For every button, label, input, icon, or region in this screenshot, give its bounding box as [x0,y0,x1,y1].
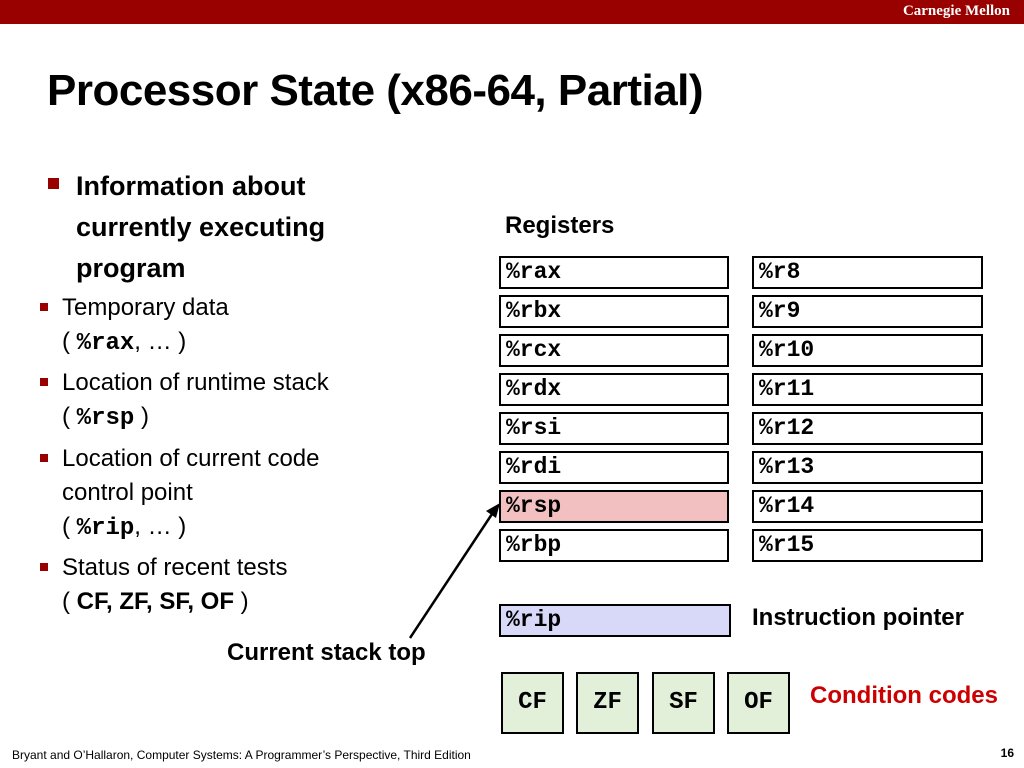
code-rsp: %rsp [76,405,135,432]
register-r10: %r10 [752,334,983,367]
square-bullet-icon [40,454,48,462]
page-number: 16 [1000,746,1014,760]
paren: , … ) [134,328,187,355]
sub-bullet-text: Status of recent tests [62,554,288,581]
sub-bullet [62,442,362,546]
paren: ( [62,328,77,355]
sub-bullet-text: Location of current code control point [62,445,320,506]
register-rdx: %rdx [499,373,729,406]
condition-codes-label: Condition codes [810,682,998,709]
slide-title: Processor State (x86-64, Partial) [47,66,704,115]
register-rsp: %rsp [499,490,729,523]
register-r15: %r15 [752,529,983,562]
register-rax: %rax [499,256,729,289]
square-bullet-icon [40,303,48,311]
instruction-pointer-label: Instruction pointer [752,604,964,631]
header-bar [0,0,1024,24]
condition-code-sf: SF [652,672,715,734]
sub-bullet-text: Location of runtime stack [62,369,329,396]
sub-bullet-text: Temporary data [62,294,229,321]
register-rbp: %rbp [499,529,729,562]
footer-citation: Bryant and O’Hallaron, Computer Systems: A Programmer’s Perspective, Third Edition [12,748,471,762]
register-r9: %r9 [752,295,983,328]
paren: , … ) [134,513,187,540]
register-rdi: %rdi [499,451,729,484]
sub-bullet [62,366,392,436]
sub-bullet [62,291,392,361]
brand-name: Carnegie Mellon [902,3,1010,19]
register-r14: %r14 [752,490,983,523]
stack-top-label: Current stack top [227,639,426,666]
register-r13: %r13 [752,451,983,484]
register-rcx: %rcx [499,334,729,367]
condition-code-cf: CF [501,672,564,734]
code-flags: CF, ZF, SF, OF [76,588,235,615]
condition-code-of: OF [727,672,790,734]
paren: ) [134,403,149,430]
registers-heading: Registers [505,212,615,239]
register-rsi: %rsi [499,412,729,445]
register-r8: %r8 [752,256,983,289]
paren: ( [62,403,77,430]
code-rip: %rip [76,515,135,542]
code-rax: %rax [76,330,135,357]
register-r12: %r12 [752,412,983,445]
register-rbx: %rbx [499,295,729,328]
paren: ( [62,588,77,615]
register-r11: %r11 [752,373,983,406]
paren: ) [234,588,249,615]
square-bullet-icon [40,563,48,571]
sub-bullet [62,551,392,619]
main-bullet: Information about currently executing program [76,171,326,283]
square-bullet-icon [48,178,59,189]
register-rip: %rip [499,604,731,637]
square-bullet-icon [40,378,48,386]
paren: ( [62,513,77,540]
condition-code-zf: ZF [576,672,639,734]
